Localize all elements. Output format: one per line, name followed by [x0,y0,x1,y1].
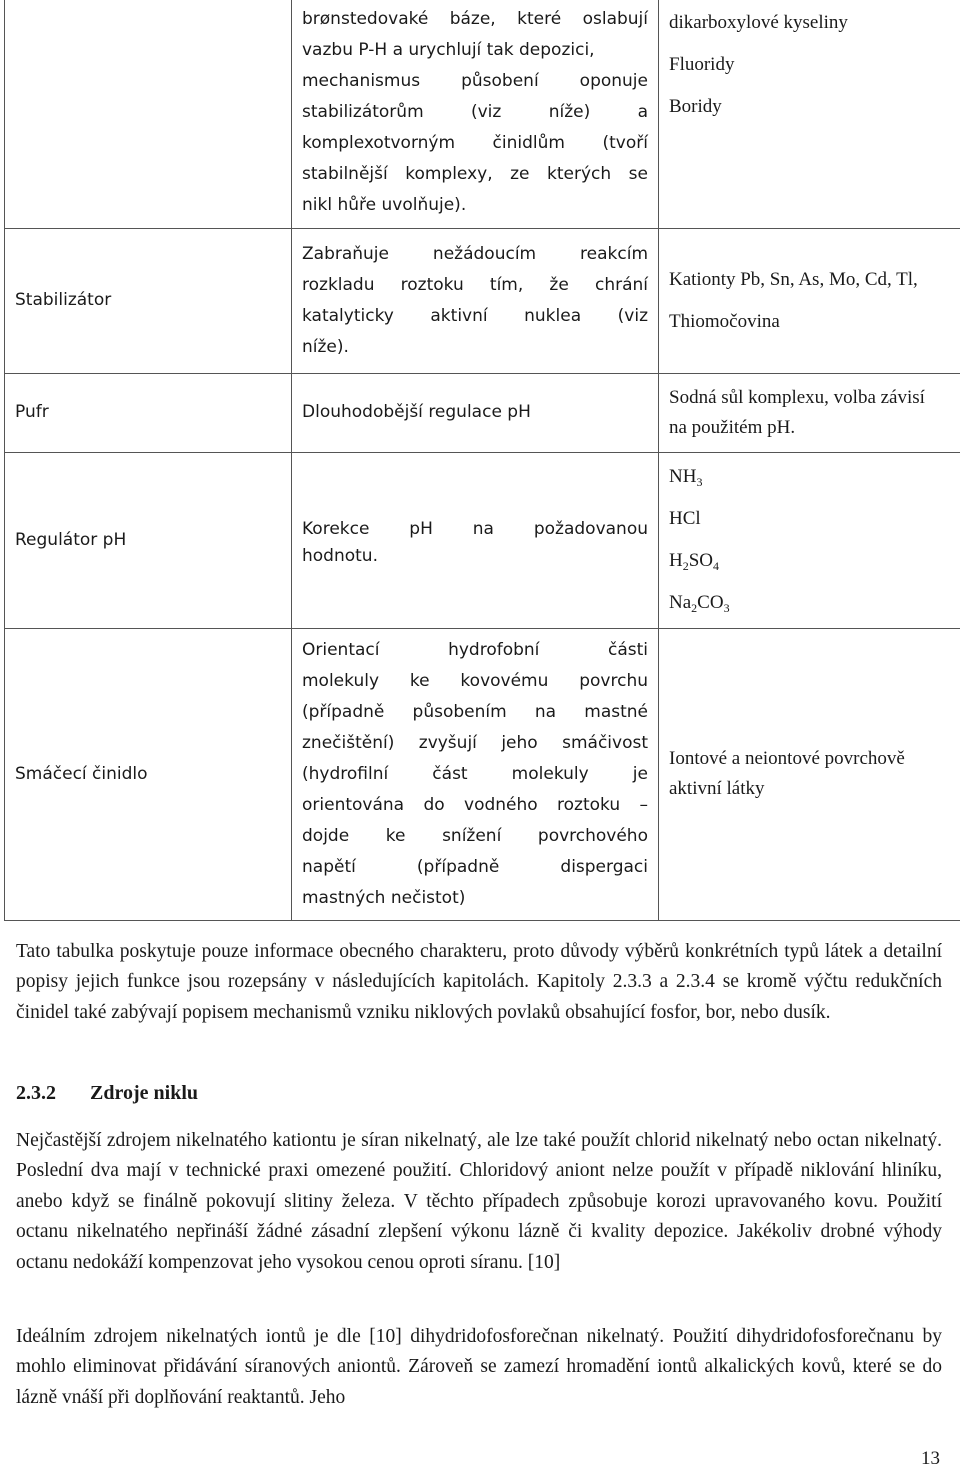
formula-h2so4: $H_2SO_4$ [669,550,720,573]
table-cell-label: Regulátor pH [5,452,292,628]
example-item: aktivní látky [669,778,765,799]
example-item: Boridy [669,96,722,117]
table-cell-label: Stabilizátor [5,228,292,373]
description-line: Korekce pH na požadovanou [302,518,648,539]
description-line: napětí (případně dispergaci [302,856,648,877]
section-title: Zdroje niklu [90,1082,198,1104]
description-line: orientována do vodného roztoku – [302,794,648,815]
table-row [5,452,960,628]
description-line: rozkladu roztoku tím, že chrání [302,274,648,295]
description-line: katalyticky aktivní nuklea (viz [302,305,648,326]
paragraph-nickel-sources: Nejčastější zdrojem nikelnatého kationtu je síran nikelnatý, ale lze také použít chlorid nikelnatý nebo octan nikelnatý. Poslední dva mají v technické praxi omezené použití. Chloridový aniont nelze použít v případě niklování hliníku, anebo když se finálně pokovují slitiny železa. V těchto případech způsobuje korozi upravovaného kovu. Použití octanu nikelnatého nepřináší žádné zásadní zlepšení výkonu lázně či kvality depozice. Jakékoliv drobné výhody octanu nedokáží kompenzovat jeho vysokou cenou oproti síranu. [10] [16,1130,942,1273]
example-item: Kationty Pb, Sn, As, Mo, Cd, Tl, [669,268,918,290]
example-item: Sodná sůl komplexu, volba závisí [669,386,925,408]
description-line: brønstedovaké báze, které oslabují [302,9,648,29]
table-cell-description [292,228,659,373]
description-line: Zabraňuje nežádoucím reakcím [302,243,648,264]
description-line: Orientací hydrofobní části [302,639,648,660]
table-row [5,373,960,452]
formula-nh3: $NH_3$ [669,466,703,489]
table-cell-description [292,452,659,628]
description-line: hodnotu. [302,545,378,566]
table-cell-examples [659,628,960,920]
formula-na2co3: $Na_2CO_3$ [669,592,730,615]
example-item: Fluoridy [669,54,735,75]
description-line: molekuly ke kovovému povrchu [302,670,648,691]
description-line: níže). [302,336,349,357]
table-cell-description [292,628,659,920]
additives-table [4,0,960,921]
section-number: 2.3.2 [16,1082,56,1104]
description-line: stabilizátorům (viz níže) a [302,102,648,122]
table-cell-label [5,0,292,228]
description-line: komplexotvorným činidlům (tvoří [302,133,648,153]
table-row [5,628,960,920]
description-line: (hydrofilní část molekuly je [302,763,648,784]
description-line: vazbu P-H a urychlují tak depozici, [302,40,595,60]
table-cell-description [292,0,659,228]
table-cell-examples [659,0,960,228]
description-line: dojde ke snížení povrchového [302,825,648,846]
page-number: 13 [921,1448,940,1469]
table-cell-label: Smáčecí činidlo [5,628,292,920]
example-item: na použitém pH. [669,416,796,438]
table-cell-examples [659,452,960,628]
description-line: nikl hůře uvolňuje). [302,195,467,215]
table-cell-label: Pufr [5,373,292,452]
table-cell-examples [659,373,960,452]
paragraph-ideal-source: Ideálním zdrojem nikelnatých iontů je dle [10] dihydridofosforečnan nikelnatý. Použití dihydridofosforečnanu by mohlo eliminovat přidávání síranových aniontů. Zároveň se zamezí hromadění iontů alkalických kovů, které se do lázně vnáší při doplňování reaktantů. Jeho [16,1326,942,1408]
formula-hcl: HCl [669,508,701,529]
table-row [5,0,960,228]
description-line: stabilnější komplexy, ze kterých se [302,164,648,184]
example-item: dikarboxylové kyseliny [669,12,848,33]
example-item: Iontové a neiontové povrchově [669,748,905,769]
description-line: (případně působením na mastné [302,701,648,722]
table-cell-description: Dlouhodobější regulace pH [292,373,659,452]
description-line: mechanismus působení oponuje [302,71,648,91]
paragraph-table-note: Tato tabulka poskytuje pouze informace obecného charakteru, proto důvody výběrů konkrétních typů látek a detailní popisy jejich funkce jsou rozepsány v následujících kapitolách. Kapitoly 2.3.3 a 2.3.4 se kromě výčtu redukčních činidel také zabývají popisem mechanismů vzniku niklových povlaků obsahující fosfor, bor, nebo dusík. [16,941,942,1023]
section-heading [16,1082,198,1105]
example-item: Thiomočovina [669,310,780,332]
description-line: znečištění) zvyšují jeho smáčivost [302,732,648,753]
table-row [5,228,960,373]
description-line: mastných nečistot) [302,887,466,908]
table-cell-examples [659,228,960,373]
